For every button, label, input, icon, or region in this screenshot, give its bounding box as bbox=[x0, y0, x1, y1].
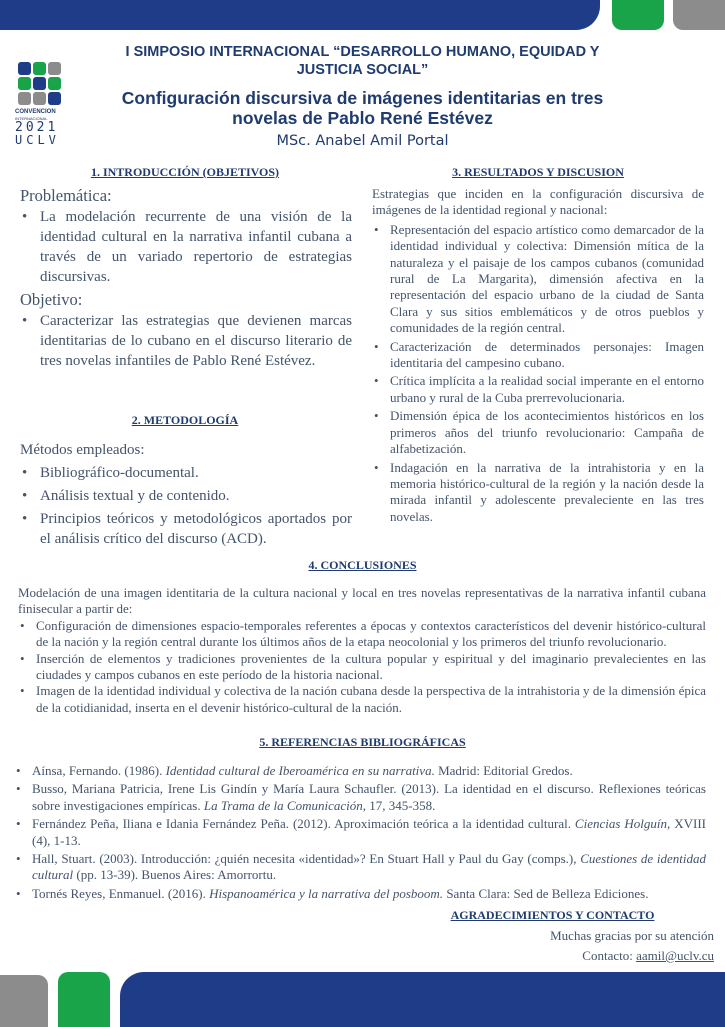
reference-item bbox=[14, 886, 706, 902]
logo-year: 2021 bbox=[15, 120, 59, 135]
reference-item bbox=[14, 781, 706, 814]
section4-body bbox=[18, 585, 706, 716]
contact-email-link[interactable]: aamil@uclv.cu bbox=[636, 948, 714, 963]
ref-text: Aínsa, Fernando. (1986). bbox=[32, 763, 166, 778]
top-green-block bbox=[612, 0, 664, 30]
logo-square bbox=[48, 77, 61, 90]
bottom-blue-bar bbox=[120, 972, 725, 1027]
conclusions-intro: Modelación de una imagen identitaria de la cultura nacional y local en tres novelas representativas de la narrativa infantil cubana finisecular a partir de: bbox=[18, 585, 706, 617]
problem-label: Problemática: bbox=[20, 186, 112, 205]
list-item: • Crítica implícita a la realidad social imperante en el entorno urbano y rural de la Cuba prerrevolucionaria. bbox=[372, 373, 704, 406]
ref-text: Santa Clara: Sed de Belleza Ediciones. bbox=[443, 885, 649, 901]
methods-list bbox=[20, 463, 352, 549]
logo-square bbox=[48, 62, 61, 75]
section3-body bbox=[372, 186, 704, 525]
reference-item bbox=[14, 816, 706, 849]
results-intro: Estrategias que inciden en la configuración discursiva de imágenes de la identidad regional y nacional: bbox=[372, 186, 704, 218]
list-item: • Configuración de dimensiones espacio-temporales referentes a épocas y contextos característicos del devenir histórico-cultural de la nación y la región central durante los últimos años de la etapa neocolonial y los primeros del triunfo revolucionario. bbox=[18, 618, 706, 651]
logo-org: UCLV bbox=[15, 133, 60, 147]
ref-text: Madrid: Editorial Gredos. bbox=[434, 763, 573, 778]
methods-label: Métodos empleados: bbox=[20, 442, 145, 458]
ref-text: Tornés Reyes, Enmanuel. (2016). bbox=[32, 885, 210, 901]
ref-text: Busso, Mariana Patricia, Irene Lis Gindín y María Laura Schaufler. (2013). La identidad en el discurso. Reflexiones teóricas sobre investigaciones empíricas. bbox=[32, 781, 706, 813]
top-blue-bar bbox=[0, 0, 600, 30]
thanks-text: Muchas gracias por su atención bbox=[550, 928, 714, 943]
logo-square bbox=[33, 92, 46, 105]
ref-text: Hall, Stuart. (2003). Introducción: ¿quién necesita «identidad»? En Stuart Hall y Paul du Gay (comps.), bbox=[32, 851, 581, 867]
reference-item bbox=[14, 851, 706, 884]
list-item: • Dimensión épica de los acontecimientos históricos en los primeros años del triunfo revolucionario: Campaña de alfabetización. bbox=[372, 408, 704, 457]
author-name: MSc. Anabel Amil Portal bbox=[276, 133, 449, 149]
references-body bbox=[14, 763, 706, 902]
problem-list bbox=[20, 207, 352, 287]
section1-body bbox=[20, 185, 352, 371]
list-item: • Representación del espacio artístico como demarcador de la identidad individual y colectiva: Dimensión mítica de la naturaleza y el paisaje de los campos cubanos (comunidad rural de La Margarita), dimensión afectiva en la representación del espacio urbano de la ciudad de Santa Clara y sus sitios emblemáticos y de otros pueblos y comunidades de la región central. bbox=[372, 222, 704, 337]
ref-title: Cuestiones de identidad cultural bbox=[32, 851, 707, 883]
logo-square bbox=[33, 62, 46, 75]
ref-title: Hispanoamérica y la narrativa del posboom. bbox=[209, 885, 444, 901]
list-item: • Inserción de elementos y tradiciones provenientes de la cultura popular y espiritual y del imaginario prevalecientes en las ciudades y campos cubanos en este período de la historia nacional. bbox=[18, 651, 706, 684]
logo-square bbox=[33, 77, 46, 90]
list-item: • La modelación recurrente de una visión de la identidad cultural en la narrativa infantil cubana a través de un variado repertorio de estrategias discursivas. bbox=[20, 207, 352, 287]
logo-square bbox=[18, 77, 31, 90]
event-title: I SIMPOSIO INTERNACIONAL “DESARROLLO HUMANO, EQUIDAD Y JUSTICIA SOCIAL” bbox=[125, 44, 600, 78]
ref-title: Ciencias Holguín, bbox=[574, 816, 671, 832]
reference-item bbox=[14, 763, 706, 779]
section2-title: 2. METODOLOGÍA bbox=[131, 413, 239, 427]
list-item: • Imagen de la identidad individual y colectiva de la nación cubana desde la perspectiva de la intrahistoria y de la dimensión épica de la cotidianidad, inserta en el devenir histórico-cultural de la nación. bbox=[18, 683, 706, 716]
ref-title: La Trama de la Comunicación bbox=[203, 797, 363, 813]
section4-title: 4. CONCLUSIONES bbox=[308, 558, 417, 572]
objective-list bbox=[20, 311, 352, 371]
section5-title: 5. REFERENCIAS BIBLIOGRÁFICAS bbox=[259, 735, 466, 749]
references-list bbox=[14, 763, 706, 902]
list-item: • Caracterización de determinados personajes: Imagen identitaria del campesino cubano. bbox=[372, 339, 704, 372]
contact-body bbox=[400, 926, 714, 966]
list-item: • Principios teóricos y metodológicos aportados por el análisis crítico del discurso (ACD). bbox=[20, 509, 352, 549]
section3-title: 3. RESULTADOS Y DISCUSION bbox=[452, 165, 624, 179]
logo-square bbox=[18, 92, 31, 105]
ref-text: XVIII (4), 1-13. bbox=[32, 816, 707, 848]
list-item: • Caracterizar las estrategias que devienen marcas identitarias de lo cubano en el discurso literario de tres novelas infantiles de Pablo René Estévez. bbox=[20, 311, 352, 371]
contact-title: AGRADECIMIENTOS Y CONTACTO bbox=[450, 908, 655, 922]
section2-body bbox=[20, 440, 352, 549]
poster-title: Configuración discursiva de imágenes identitarias en tres novelas de Pablo René Estévez bbox=[121, 88, 604, 128]
top-gray-block bbox=[673, 0, 725, 30]
objective-label: Objetivo: bbox=[20, 290, 83, 309]
bottom-gray-block bbox=[0, 975, 48, 1027]
list-item: • Bibliográfico-documental. bbox=[20, 463, 352, 483]
contact-label: Contacto: bbox=[582, 948, 637, 963]
section1-title: 1. INTRODUCCIÓN (OBJETIVOS) bbox=[90, 165, 280, 179]
conclusions-list bbox=[18, 618, 706, 716]
list-item: • Indagación en la narrativa de la intrahistoria y en la memoria histórico-cultural de la región y la nación desde la mirada infantil y adolescente prevaleciente en las tres novelas. bbox=[372, 460, 704, 526]
ref-text: Fernández Peña, Iliana e Idania Fernández Peña. (2012). Aproximación teórica a la identidad cultural. bbox=[32, 816, 575, 832]
logo-square bbox=[48, 92, 61, 105]
ref-text: , 17, 345-358. bbox=[362, 797, 436, 813]
convention-logo bbox=[15, 62, 67, 147]
list-item: • Análisis textual y de contenido. bbox=[20, 486, 352, 506]
logo-square bbox=[18, 62, 31, 75]
results-list bbox=[372, 222, 704, 525]
contact-line bbox=[400, 946, 714, 966]
ref-title: Identidad cultural de Iberoamérica en su narrativa. bbox=[165, 763, 435, 778]
ref-text: (pp. 13-39). Buenos Aires: Amorrortu. bbox=[73, 867, 277, 883]
logo-squares bbox=[18, 62, 67, 105]
bottom-green-block bbox=[58, 972, 110, 1027]
logo-line2: INTERNACIONAL bbox=[15, 116, 48, 121]
logo-line1: CONVENCION bbox=[15, 109, 56, 115]
